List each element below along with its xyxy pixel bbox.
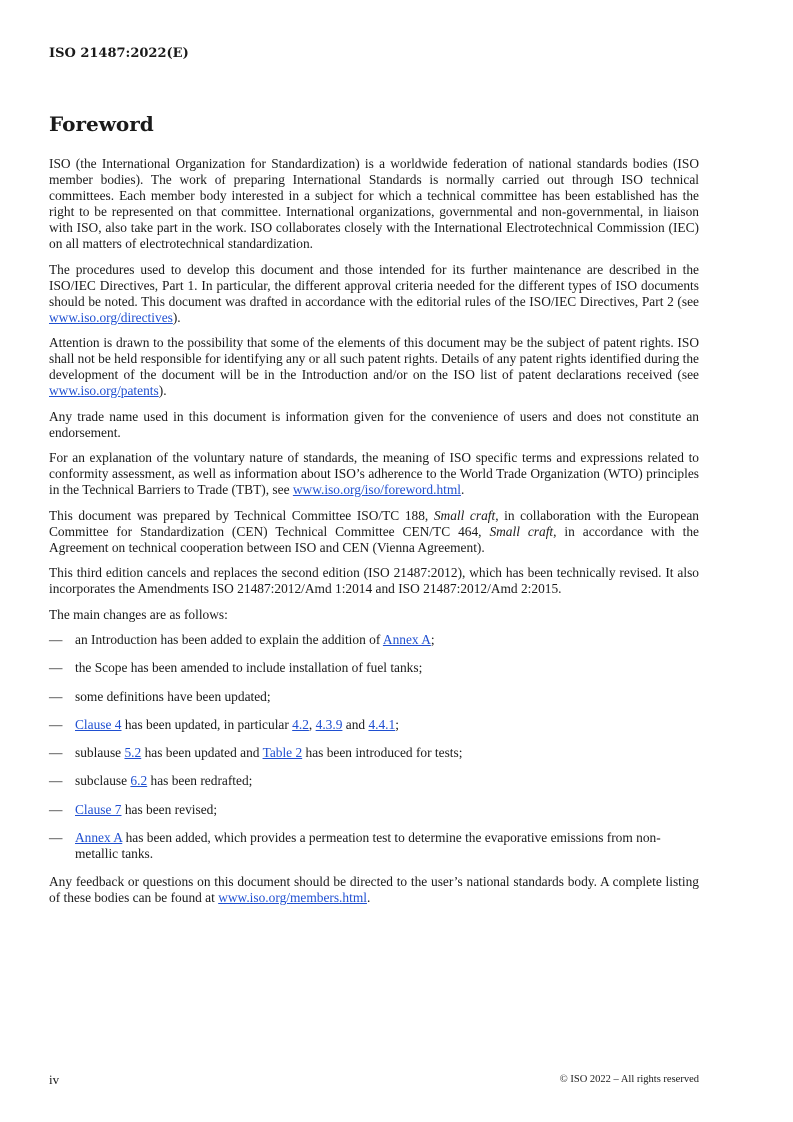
- list-item: — subclause 6.2 has been redrafted;: [49, 773, 253, 789]
- copyright-notice: © ISO 2022 – All rights reserved: [559, 1074, 699, 1085]
- page-footer: [49, 1072, 699, 1092]
- paragraph-main-changes-intro: The main changes are as follows:: [49, 606, 228, 622]
- link-annex-a[interactable]: Annex A: [382, 632, 431, 647]
- link-annex-a-2[interactable]: Annex A: [75, 830, 123, 846]
- link-4-3-9[interactable]: 4.3.9: [315, 716, 343, 732]
- section-title: Foreword: [49, 112, 154, 136]
- paragraph-procedures: The procedures used to develop this document and those intended for its further maintenance are described in the ISO/IEC Directives, Part 1. In particular, the different approval criteria needed for the different types of ISO documents should be noted. This document was drafted in accordance with the editorial rules of the ISO/IEC Directives, Part 2 (see www.iso.org/directives).: [49, 261, 699, 325]
- changes-list: [49, 632, 699, 862]
- paragraph-edition: This third edition cancels and replaces the second edition (ISO 21487:2012), which has been technically revised. It also incorporates the Amendments ISO 21487:2012/Amd 1:2014 and ISO 21487:2012/Amd 2:2015.: [49, 565, 699, 596]
- link-directives[interactable]: www.iso.org/directives: [49, 309, 173, 325]
- link-4-4-1[interactable]: 4.4.1: [368, 716, 396, 732]
- document-identifier: ISO 21487:2022(E): [49, 46, 189, 61]
- link-5-2[interactable]: 5.2: [124, 745, 142, 761]
- link-6-2[interactable]: 6.2: [130, 773, 148, 789]
- paragraph-patents: Attention is drawn to the possibility that some of the elements of this document may be the subject of patent rights. ISO shall not be held responsible for identifying any or all such patent rights. Details of any patent rights identified during the development of the document will be in the Introduction and/or on the ISO list of patent declarations received (see www.iso.org/patents).: [49, 335, 699, 398]
- link-clause-4[interactable]: Clause 4: [75, 716, 122, 732]
- list-dash: —: [49, 745, 63, 761]
- list-dash: —: [49, 830, 63, 846]
- link-table-2[interactable]: Table 2: [262, 745, 303, 761]
- link-patents[interactable]: www.iso.org/patents: [49, 383, 159, 398]
- paragraph-committee: This document was prepared by Technical Committee ISO/TC 188, Small craft, in collaboration with the European Committee for Standardization (CEN) Technical Committee CEN/TC 464, Small craft, in accordance with the Agreement on technical cooperation between ISO and CEN (Vienna Agreement).: [49, 507, 700, 555]
- list-dash: —: [49, 716, 63, 732]
- foreword-body: [49, 156, 699, 916]
- document-page: [49, 0, 699, 1122]
- list-item: — Clause 7 has been revised;: [49, 801, 218, 817]
- link-4-2[interactable]: 4.2: [292, 716, 309, 732]
- list-item: — an Introduction has been added to explain the addition of Annex A;: [49, 632, 435, 647]
- list-dash: —: [49, 773, 63, 789]
- paragraph-feedback: Any feedback or questions on this document should be directed to the user’s national standards body. A complete listing of these bodies can be found at www.iso.org/members.html.: [49, 874, 699, 906]
- paragraph-iso-intro: ISO (the International Organization for Standardization) is a worldwide federation of national standards bodies (ISO member bodies). The work of preparing International Standards is normally carried out through ISO technical committees. Each member body interested in a subject for which a technical committee has been established has the right to be represented on that committee. International organizations, governmental and non-governmental, in liaison with ISO, also take part in the work. ISO collaborates closely with the International Electrotechnical Commission (IEC) on all matters of electrotechnical standardization.: [49, 156, 699, 251]
- paragraph-trade-name: Any trade name used in this document is information given for the convenience of users and does not constitute an endorsement.: [49, 408, 699, 440]
- list-item: — Clause 4 has been updated, in particular 4.2, 4.3.9 and 4.4.1;: [49, 716, 399, 732]
- link-foreword[interactable]: www.iso.org/iso/foreword.html: [292, 482, 461, 497]
- link-clause-7[interactable]: Clause 7: [75, 801, 122, 817]
- list-dash: —: [49, 632, 63, 647]
- list-dash: —: [49, 801, 63, 817]
- page-number: iv: [49, 1072, 60, 1087]
- list-item: — sublause 5.2 has been updated and Table 2 has been introduced for tests;: [49, 745, 463, 761]
- link-members[interactable]: www.iso.org/members.html: [218, 890, 367, 906]
- list-item: — the Scope has been amended to include installation of fuel tanks;: [49, 660, 423, 676]
- list-dash: —: [49, 688, 63, 704]
- list-dash: —: [49, 660, 63, 676]
- list-item: — some definitions have been updated;: [49, 688, 271, 704]
- list-item: — Annex A has been added, which provides a permeation test to determine the evaporative emissions from non-metallic tanks.: [49, 830, 661, 862]
- paragraph-voluntary-nature: For an explanation of the voluntary nature of standards, the meaning of ISO specific terms and expressions related to conformity assessment, as well as information about ISO’s adherence to the World Trade Organization (WTO) principles in the Technical Barriers to Trade (TBT), see www.iso.org/iso/foreword.html.: [49, 450, 699, 497]
